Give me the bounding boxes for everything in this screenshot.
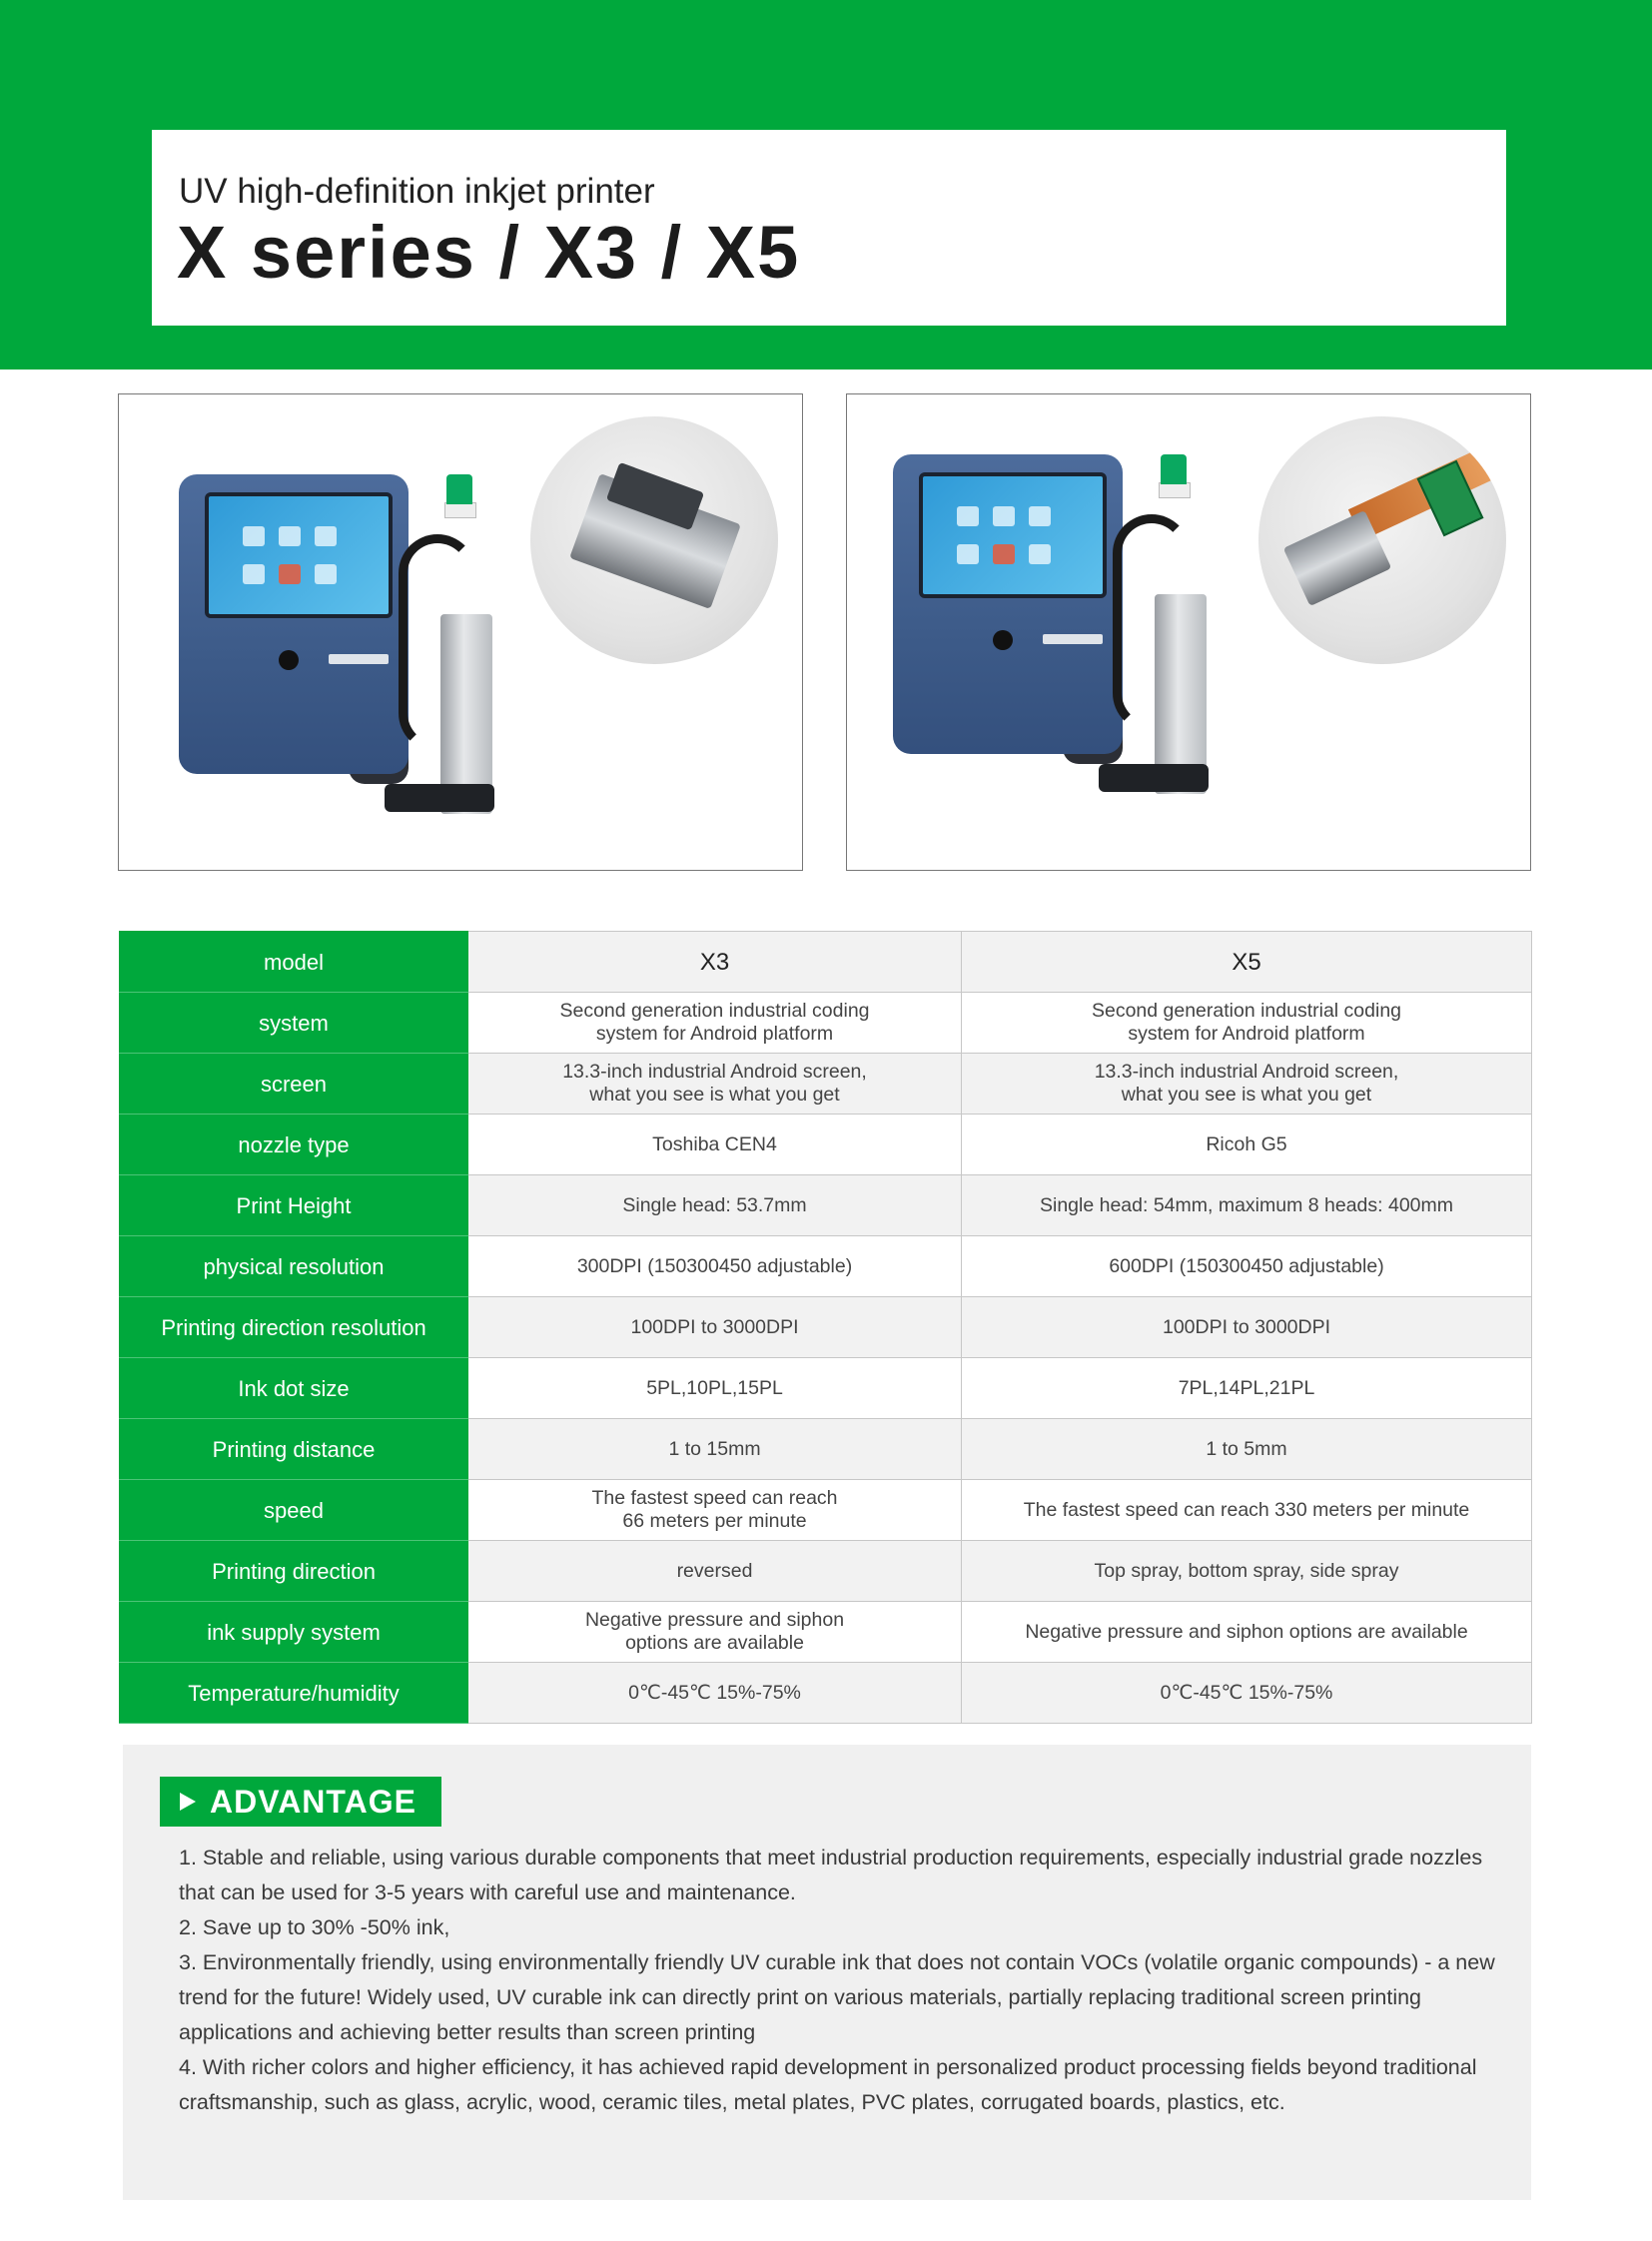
spec-value-x5: Second generation industrial coding system for Android platform — [962, 993, 1532, 1054]
advantage-section — [123, 1745, 1531, 2200]
spec-label: Print Height — [120, 1175, 468, 1236]
spec-value-x5: Single head: 54mm, maximum 8 heads: 400mm — [962, 1175, 1532, 1236]
spec-value-x3: 5PL,10PL,15PL — [468, 1358, 962, 1419]
spec-label: Ink dot size — [120, 1358, 468, 1419]
spec-value-x3: 13.3-inch industrial Android screen, what you see is what you get — [468, 1054, 962, 1115]
spec-value-x3: Toshiba CEN4 — [468, 1115, 962, 1175]
spec-row — [120, 1419, 1532, 1480]
spec-label: model — [120, 932, 468, 993]
product-photo-x5 — [846, 393, 1531, 871]
spec-value-x5: Negative pressure and siphon options are available — [962, 1602, 1532, 1663]
spec-row — [120, 1054, 1532, 1115]
spec-value-x5: 1 to 5mm — [962, 1419, 1532, 1480]
spec-value-x5: 600DPI (150300450 adjustable) — [962, 1236, 1532, 1297]
spec-label: physical resolution — [120, 1236, 468, 1297]
spec-value-x3: 300DPI (150300450 adjustable) — [468, 1236, 962, 1297]
nozzle-photo-x5 — [1258, 416, 1506, 664]
advantage-item: 4. With richer colors and higher efficiency, it has achieved rapid development in personalized product processing fields beyond traditional craftsmanship, such as glass, acrylic, wood, ceramic tiles, metal plates, PVC plates, corrugated boards, plastics, etc. — [179, 2055, 1477, 2114]
spec-value-x3: X3 — [468, 932, 962, 993]
spec-value-x3: 100DPI to 3000DPI — [468, 1297, 962, 1358]
spec-label: Printing distance — [120, 1419, 468, 1480]
spec-value-x3: 1 to 15mm — [468, 1419, 962, 1480]
advantage-item: 2. Save up to 30% -50% ink, — [179, 1915, 450, 1939]
spec-value-x5: 0℃-45℃ 15%-75% — [962, 1663, 1532, 1724]
spec-row — [120, 1297, 1532, 1358]
product-photo-x3 — [118, 393, 803, 871]
advantage-item: 3. Environmentally friendly, using environmentally friendly UV curable ink that does not contain VOCs (volatile organic compounds) - a new trend for the future! Widely used, UV curable ink can directly print on various materials, partially replacing traditional screen printing applications and achieving better results than screen printing — [179, 1950, 1495, 2044]
spec-value-x3: 0℃-45℃ 15%-75% — [468, 1663, 962, 1724]
spec-value-x5: Ricoh G5 — [962, 1115, 1532, 1175]
spec-value-x3: Negative pressure and siphon options are available — [468, 1602, 962, 1663]
spec-table-body — [120, 932, 1532, 1724]
spec-row — [120, 1358, 1532, 1419]
spec-value-x5: X5 — [962, 932, 1532, 993]
spec-value-x3: Second generation industrial coding system for Android platform — [468, 993, 962, 1054]
page-title: X series / X3 / X5 — [177, 211, 801, 294]
nozzle-photo-x3 — [530, 416, 778, 664]
advantage-item: 1. Stable and reliable, using various durable components that meet industrial production requirements, especially industrial grade nozzles that can be used for 3-5 years with careful use and maintenance. — [179, 1846, 1483, 1904]
triangle-icon — [180, 1793, 196, 1811]
spec-row — [120, 1602, 1532, 1663]
spec-label: speed — [120, 1480, 468, 1541]
spec-value-x5: 100DPI to 3000DPI — [962, 1297, 1532, 1358]
spec-label: screen — [120, 1054, 468, 1115]
spec-row — [120, 1663, 1532, 1724]
spec-row — [120, 1480, 1532, 1541]
advantage-tag — [160, 1777, 441, 1827]
advantage-title: ADVANTAGE — [210, 1783, 416, 1820]
spec-value-x5: 13.3-inch industrial Android screen, what you see is what you get — [962, 1054, 1532, 1115]
spec-value-x3: Single head: 53.7mm — [468, 1175, 962, 1236]
spec-label: nozzle type — [120, 1115, 468, 1175]
spec-label: Temperature/humidity — [120, 1663, 468, 1724]
spec-value-x5: 7PL,14PL,21PL — [962, 1358, 1532, 1419]
spec-table — [119, 931, 1532, 1724]
advantage-list — [179, 1841, 1517, 2120]
page-subtitle: UV high-definition inkjet printer — [179, 172, 655, 211]
spec-label: ink supply system — [120, 1602, 468, 1663]
spec-label: Printing direction — [120, 1541, 468, 1602]
spec-value-x3: The fastest speed can reach 66 meters per minute — [468, 1480, 962, 1541]
header-band — [0, 0, 1652, 370]
spec-row — [120, 932, 1532, 993]
spec-value-x5: The fastest speed can reach 330 meters per minute — [962, 1480, 1532, 1541]
spec-row — [120, 1115, 1532, 1175]
spec-row — [120, 993, 1532, 1054]
spec-label: system — [120, 993, 468, 1054]
spec-row — [120, 1175, 1532, 1236]
spec-value-x5: Top spray, bottom spray, side spray — [962, 1541, 1532, 1602]
title-box — [152, 130, 1506, 326]
spec-value-x3: reversed — [468, 1541, 962, 1602]
spec-row — [120, 1236, 1532, 1297]
spec-row — [120, 1541, 1532, 1602]
spec-label: Printing direction resolution — [120, 1297, 468, 1358]
